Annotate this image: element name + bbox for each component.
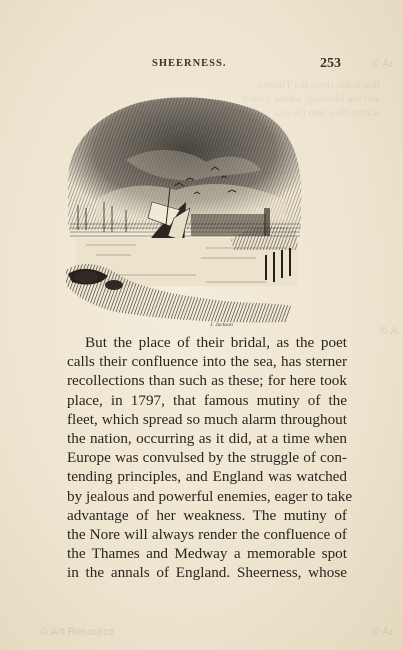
body-line: tending principles, and England was watched — [67, 468, 347, 486]
watermark-bottom-left: © Art Resource — [40, 626, 115, 638]
body-line: the nation, occurring as it did, at a time when — [67, 429, 347, 447]
body-line: recollections than such as these; for here took — [67, 372, 347, 390]
engraver-signature: J. Jackson — [210, 322, 233, 328]
watermark-bottom-right: © Ar — [372, 626, 394, 638]
show-through-text: that noble river, the Thames and the Medway, whose joined waters flow into the sea — [243, 79, 380, 119]
body-line: advantage of her weakness. The mutiny of — [67, 506, 347, 524]
body-line: fleet, which spread so much alarm throughout — [67, 410, 347, 428]
page-number: 253 — [320, 56, 341, 71]
running-head: SHEERNESS. — [152, 58, 227, 69]
engraving-illustration — [56, 90, 306, 330]
page-header — [62, 58, 341, 76]
body-line: place, in 1797, that famous mutiny of the — [67, 391, 347, 409]
body-line: the Thames and Medway a memorable spot — [67, 545, 347, 563]
body-line: in the annals of England. Sheerness, whose — [67, 564, 347, 582]
body-line: Europe was convulsed by the struggle of con- — [67, 449, 347, 467]
watermark-top-right: © Ar — [372, 58, 394, 70]
body-line: calls their confluence into the sea, has sterner — [67, 353, 347, 371]
body-line: by jealous and powerful enemies, eager to take — [67, 487, 353, 505]
body-line: the Nore will always render the confluence of — [67, 525, 347, 543]
body-text — [67, 333, 353, 582]
body-line: But the place of their bridal, as the poet — [85, 334, 347, 351]
watermark-middle-right: © A — [380, 325, 398, 337]
